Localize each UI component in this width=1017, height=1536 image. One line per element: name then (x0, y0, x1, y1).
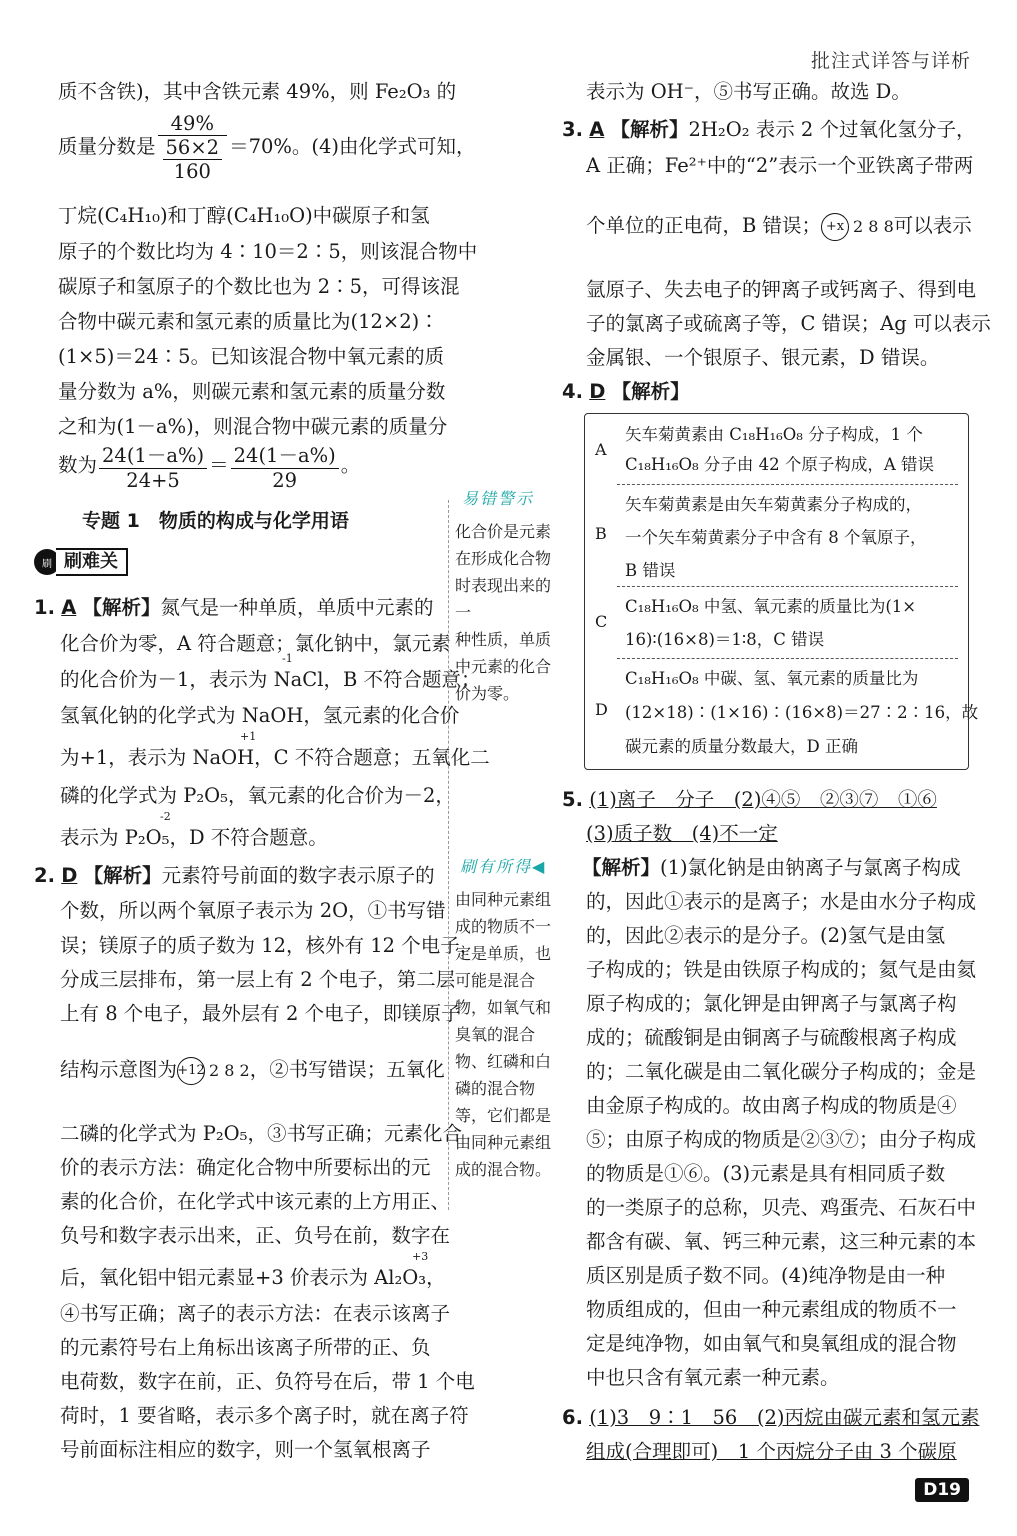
note1-line: 化合价是元素 (455, 522, 552, 541)
q3-line-1: A 正确；Fe²⁺中的“2”表示一个亚铁离子带两 (586, 154, 974, 177)
left-line-0: 质不含铁)，其中含铁元素 49%，则 Fe₂O₃ 的 (58, 80, 457, 103)
row-line: C₁₈H₁₆O₈ 分子由 42 个原子构成，A 错误 (625, 455, 935, 474)
note2-line: 成的物质不一 (455, 917, 552, 936)
q2-line-9: 素的化合价，在化学式中该元素的上方用正、 (60, 1190, 451, 1213)
note2-line: 成的混合物。 (455, 1160, 552, 1179)
al-sup: +3 (412, 1250, 429, 1263)
left-line-5: (1×5)＝24∶5。已知该混合物中氧元素的质 (58, 345, 445, 368)
q2-text-5: 结构示意图为 (60, 1058, 178, 1081)
row-line: 碳元素的质量分数最大，D 正确 (625, 737, 858, 756)
page-number: D19 (915, 1478, 969, 1502)
q5-line: 物质组成的，但由一种元素组成的物质不一 (586, 1298, 957, 1321)
side-title-1: 易错警示 (462, 489, 535, 508)
q2-line-16: 号前面标注相应的数字，则一个氢氧根离子 (60, 1438, 431, 1461)
q5-number: 5. (562, 788, 583, 811)
q2-text-6: ，②书写错误；五氧化 (249, 1058, 445, 1081)
q2-tag: 【解析】 (83, 864, 162, 887)
q2-line-5 (60, 1054, 445, 1085)
note2-line: 臭氧的混合 (455, 1025, 536, 1044)
q1-text-2: 的化合价为－1，表示为 NaCl，B 不符合题意； (60, 668, 481, 691)
mass-frac-suffix: ＝70%。(4)由化学式可知， (229, 135, 476, 158)
q2-line-15: 荷时，1 要省略，表示多个离子时，就在离子符 (60, 1404, 469, 1427)
right-column-lower (562, 0, 980, 1536)
q3-line-4: 氩原子、失去电子的钾离子或钙离子、得到电 (586, 278, 977, 301)
q2-line-14: 电荷数，数字在前，正、负符号在后，带 1 个电 (60, 1370, 475, 1393)
mg-nucleus: +12 (177, 1057, 205, 1085)
left-line-6: 量分数为 a%，则碳元素和氢元素的质量分数 (58, 380, 446, 403)
note2-line: 定是单质，也 (455, 944, 552, 963)
note1-line: 中元素的化合 (455, 657, 552, 676)
q1-line-3: 氢氧化钠的化学式为 NaOH，氢元素的化合价 (60, 704, 460, 727)
q5-line: 的一类原子的总称，贝壳、鸡蛋壳、石灰石中 (586, 1196, 977, 1219)
q1-line-5: 磷的化学式为 P₂O₅，氧元素的化合价为－2， (60, 784, 455, 807)
note2-line: 物，如氧气和 (455, 998, 552, 1017)
q6-line-1: 组成(合理即可) 1 个丙烷分子由 3 个碳原 (586, 1440, 957, 1463)
left-line-2: 原子的个数比均为 4∶10＝2∶5，则该混合物中 (58, 240, 478, 263)
q1-line-6 (60, 810, 328, 850)
q2-answer: D (61, 864, 78, 887)
row-line: C₁₈H₁₆O₈ 中氢、氧元素的质量比为(1× (625, 597, 917, 616)
header-title: 批注式详答与详析 (810, 50, 971, 72)
q2-line-2: 误；镁原子的质子数为 12，核外有 12 个电子， (60, 934, 480, 957)
q5-line: 都含有碳、氧、钙三种元素，这三种元素的本 (586, 1230, 977, 1253)
q3-line-5: 子的氯离子或硫离子等，C 错误；Ag 可以表示 (586, 312, 991, 335)
row-key: A (595, 440, 607, 459)
q6-line-0 (562, 1402, 979, 1430)
q2-text-0: 元素符号前面的数字表示原子的 (161, 864, 435, 887)
note2-line: 等，它们都是 (455, 1106, 552, 1125)
left-line-1: 丁烷(C₄H₁₀)和丁醇(C₄H₁₀O)中碳原子和氢 (58, 204, 430, 227)
row-line: 16)∶(16×8)＝1∶8，C 错误 (625, 630, 825, 649)
row-key: C (595, 612, 608, 631)
q2-line-10: 负号和数字表示出来，正、负号在前，数字在 (60, 1224, 451, 1247)
final-frac-2-num: 24(1－a%) (231, 440, 339, 469)
q5-line: ⑤；由原子构成的物质是②③⑦；由分子构成 (586, 1128, 977, 1151)
side-divider (448, 500, 449, 1210)
mg-atom-diagram (177, 1057, 250, 1085)
final-frac-1-den: 24+5 (126, 469, 180, 492)
q1-line-2 (60, 652, 481, 692)
q4-tag: 【解析】 (611, 380, 690, 403)
left-line-3: 碳原子和氢原子的个数比也为 2∶5，可得该混 (58, 275, 460, 298)
q1-sup-m1: -1 (282, 652, 293, 665)
row-line: B 错误 (625, 561, 676, 580)
q2-line-0 (34, 860, 435, 888)
q1-tag: 【解析】 (82, 596, 161, 619)
q5-line: 的物质是①⑥。(3)元素是具有相同质子数 (586, 1162, 946, 1185)
q5-answer-1: (1)离子 分子 (2)④⑤ ②③⑦ ①⑥ (589, 788, 937, 811)
q6-number: 6. (562, 1406, 583, 1429)
badge-label: 刷难关 (56, 548, 128, 576)
row-line: (12×18)∶(1×16)∶(16×8)＝27∶2∶16，故 (625, 703, 979, 722)
q2-line-1: 个数，所以两个氧原子表示为 2O，①书写错 (60, 899, 446, 922)
q2-line-3: 分成三层排布，第一层上有 2 个电子，第二层 (60, 968, 456, 991)
row-line: 矢车菊黄素是由矢车菊黄素分子构成的， (625, 495, 922, 514)
q5-line: 成的；硫酸铜是由铜离子与硫酸根离子构成 (586, 1026, 957, 1049)
q6-text-1: (1)3 9∶1 56 (2)丙烷由碳元素和氢元素 (589, 1406, 980, 1429)
q5-line: 原子构成的；氯化钾是由钾离子与氯离子构 (586, 992, 957, 1015)
q4-answer: D (589, 380, 606, 403)
q2-line-12: ④书写正确；离子的表示方法：在表示该离子 (60, 1302, 451, 1325)
note1-line: 在形成化合物 (455, 549, 552, 568)
q2-line-11 (60, 1250, 446, 1290)
note2-line: 磷的混合物 (455, 1079, 536, 1098)
row-line: C₁₈H₁₆O₈ 中碳、氢、氧元素的质量比为 (625, 669, 919, 688)
q1-sup-m2: -2 (160, 810, 171, 823)
q5-line: 由金原子构成的。故由离子构成的物质是④ (586, 1094, 957, 1117)
side-note-2 (455, 886, 565, 1183)
final-frac-1-num: 24(1－a%) (99, 440, 207, 469)
q5-line: 质区别是质子数不同。(4)纯净物是由一种 (586, 1264, 946, 1287)
q1-sup-p1: +1 (240, 730, 257, 743)
final-frac-prefix: 数为 (58, 453, 98, 477)
q5-line: 定是纯净物，如由氧气和臭氧组成的混合物 (586, 1332, 957, 1355)
q3-tag: 【解析】 (610, 118, 689, 141)
note1-line: 时表现出来的一 (455, 576, 552, 622)
q1-text-0: 氮气是一种单质，单质中元素的 (160, 596, 434, 619)
q5-text-0: (1)氯化钠是由钠离子与氯离子构成 (660, 856, 961, 879)
q5-line-0 (562, 784, 937, 812)
q5-line-1 (582, 852, 961, 880)
note2-line: 物、红磷和白 (455, 1052, 552, 1071)
q2-line-13: 的元素符号右上角标出该离子所带的正、负 (60, 1336, 431, 1359)
note1-line: 价为零。 (455, 684, 520, 703)
q1-line-4 (60, 730, 490, 770)
q5-line: 子构成的；铁是由铁原子构成的；氦气是由氦 (586, 958, 977, 981)
q4-number: 4. (562, 380, 583, 403)
q3-answer: A (589, 118, 605, 141)
q1-answer: A (61, 596, 77, 619)
left-column-questions (34, 0, 490, 1536)
row-line: 矢车菊黄素由 C₁₈H₁₆O₈ 分子构成，1 个 (625, 425, 923, 444)
q5-line: 中也只含有氧元素一种元素。 (586, 1366, 840, 1389)
q1-line-0 (34, 592, 434, 620)
final-frac-2-den: 29 (272, 469, 298, 492)
inner-frac-den: 160 (173, 160, 211, 183)
side-note-1 (455, 518, 565, 707)
left-line-7: 之和为(1－a%)，则混合物中碳元素的质量分 (58, 415, 448, 438)
mass-frac-prefix: 质量分数是 (58, 135, 156, 158)
q5-line: 的；二氧化碳是由二氧化碳分子构成的；金是 (586, 1060, 977, 1083)
q5-tag: 【解析】 (582, 856, 661, 879)
row-key: B (595, 524, 607, 543)
q3-number: 3. (562, 118, 583, 141)
q2-line-7: 二磷的化学式为 P₂O₅，③书写正确；元素化合 (60, 1122, 462, 1145)
q5-answer-2: (3)质子数 (4)不一定 (586, 822, 778, 845)
q2-line-8: 价的表示方法：确定化合物中所要标出的元 (60, 1156, 431, 1179)
q3-text-0: 2H₂O₂ 表示 2 个过氧化氢分子， (688, 118, 976, 141)
inner-frac-num: 56×2 (163, 136, 223, 160)
q3-line-6: 金属银、一个银原子、银元素，D 错误。 (586, 346, 940, 369)
side-title-2: 刷有所得◀ (460, 857, 547, 876)
section-title: 专题 1 物质的构成与化学用语 (82, 510, 349, 532)
q3-text-3: 可以表示 (893, 214, 972, 237)
q2-line-4: 上有 8 个电子，最外层有 2 个电子，即镁原子 (60, 1002, 461, 1025)
q2-number: 2. (34, 864, 55, 887)
right-top-line: 表示为 OH⁻，⑤书写正确。故选 D。 (586, 80, 911, 103)
left-line-4: 合物中碳元素和氢元素的质量比为(12×2)∶ (58, 310, 439, 333)
mass-frac-num: 49% (158, 112, 228, 136)
q1-number: 1. (34, 596, 55, 619)
q3-text-2: 个单位的正电荷，B 错误； (586, 214, 822, 237)
final-frac-suffix: 。 (340, 453, 361, 477)
row-key: D (595, 700, 608, 719)
x-shells: 2 8 8 (853, 217, 894, 236)
brush-icon: 刷 (34, 549, 60, 575)
note2-line: 由同种元素组 (455, 890, 552, 909)
q1-line-1: 化合价为零，A 符合题意；氯化钠中，氯元素 (60, 632, 451, 655)
x-nucleus: +x (821, 213, 849, 241)
note1-line: 种性质，单质 (455, 630, 552, 649)
q5-line: 的，因此②表示的是分子。(2)氢气是由氢 (586, 924, 946, 947)
q1-text-6: 表示为 P₂O₅，D 不符合题意。 (60, 826, 328, 849)
final-frac-eq: ＝ (209, 453, 229, 477)
q2-text-11: 后，氧化铝中铝元素显+3 价表示为 Al₂O₃， (60, 1266, 446, 1289)
q5-line: 的，因此①表示的是离子；水是由水分子构成 (586, 890, 977, 913)
note2-line: 可能是混合 (455, 971, 536, 990)
q1-text-4: 为+1，表示为 NaOH，C 不符合题意；五氧化二 (60, 746, 490, 769)
note2-line: 由同种元素组 (455, 1133, 552, 1152)
mg-shells: 2 8 2 (209, 1061, 250, 1080)
row-line: 一个矢车菊黄素分子中含有 8 个氧原子， (625, 528, 927, 547)
